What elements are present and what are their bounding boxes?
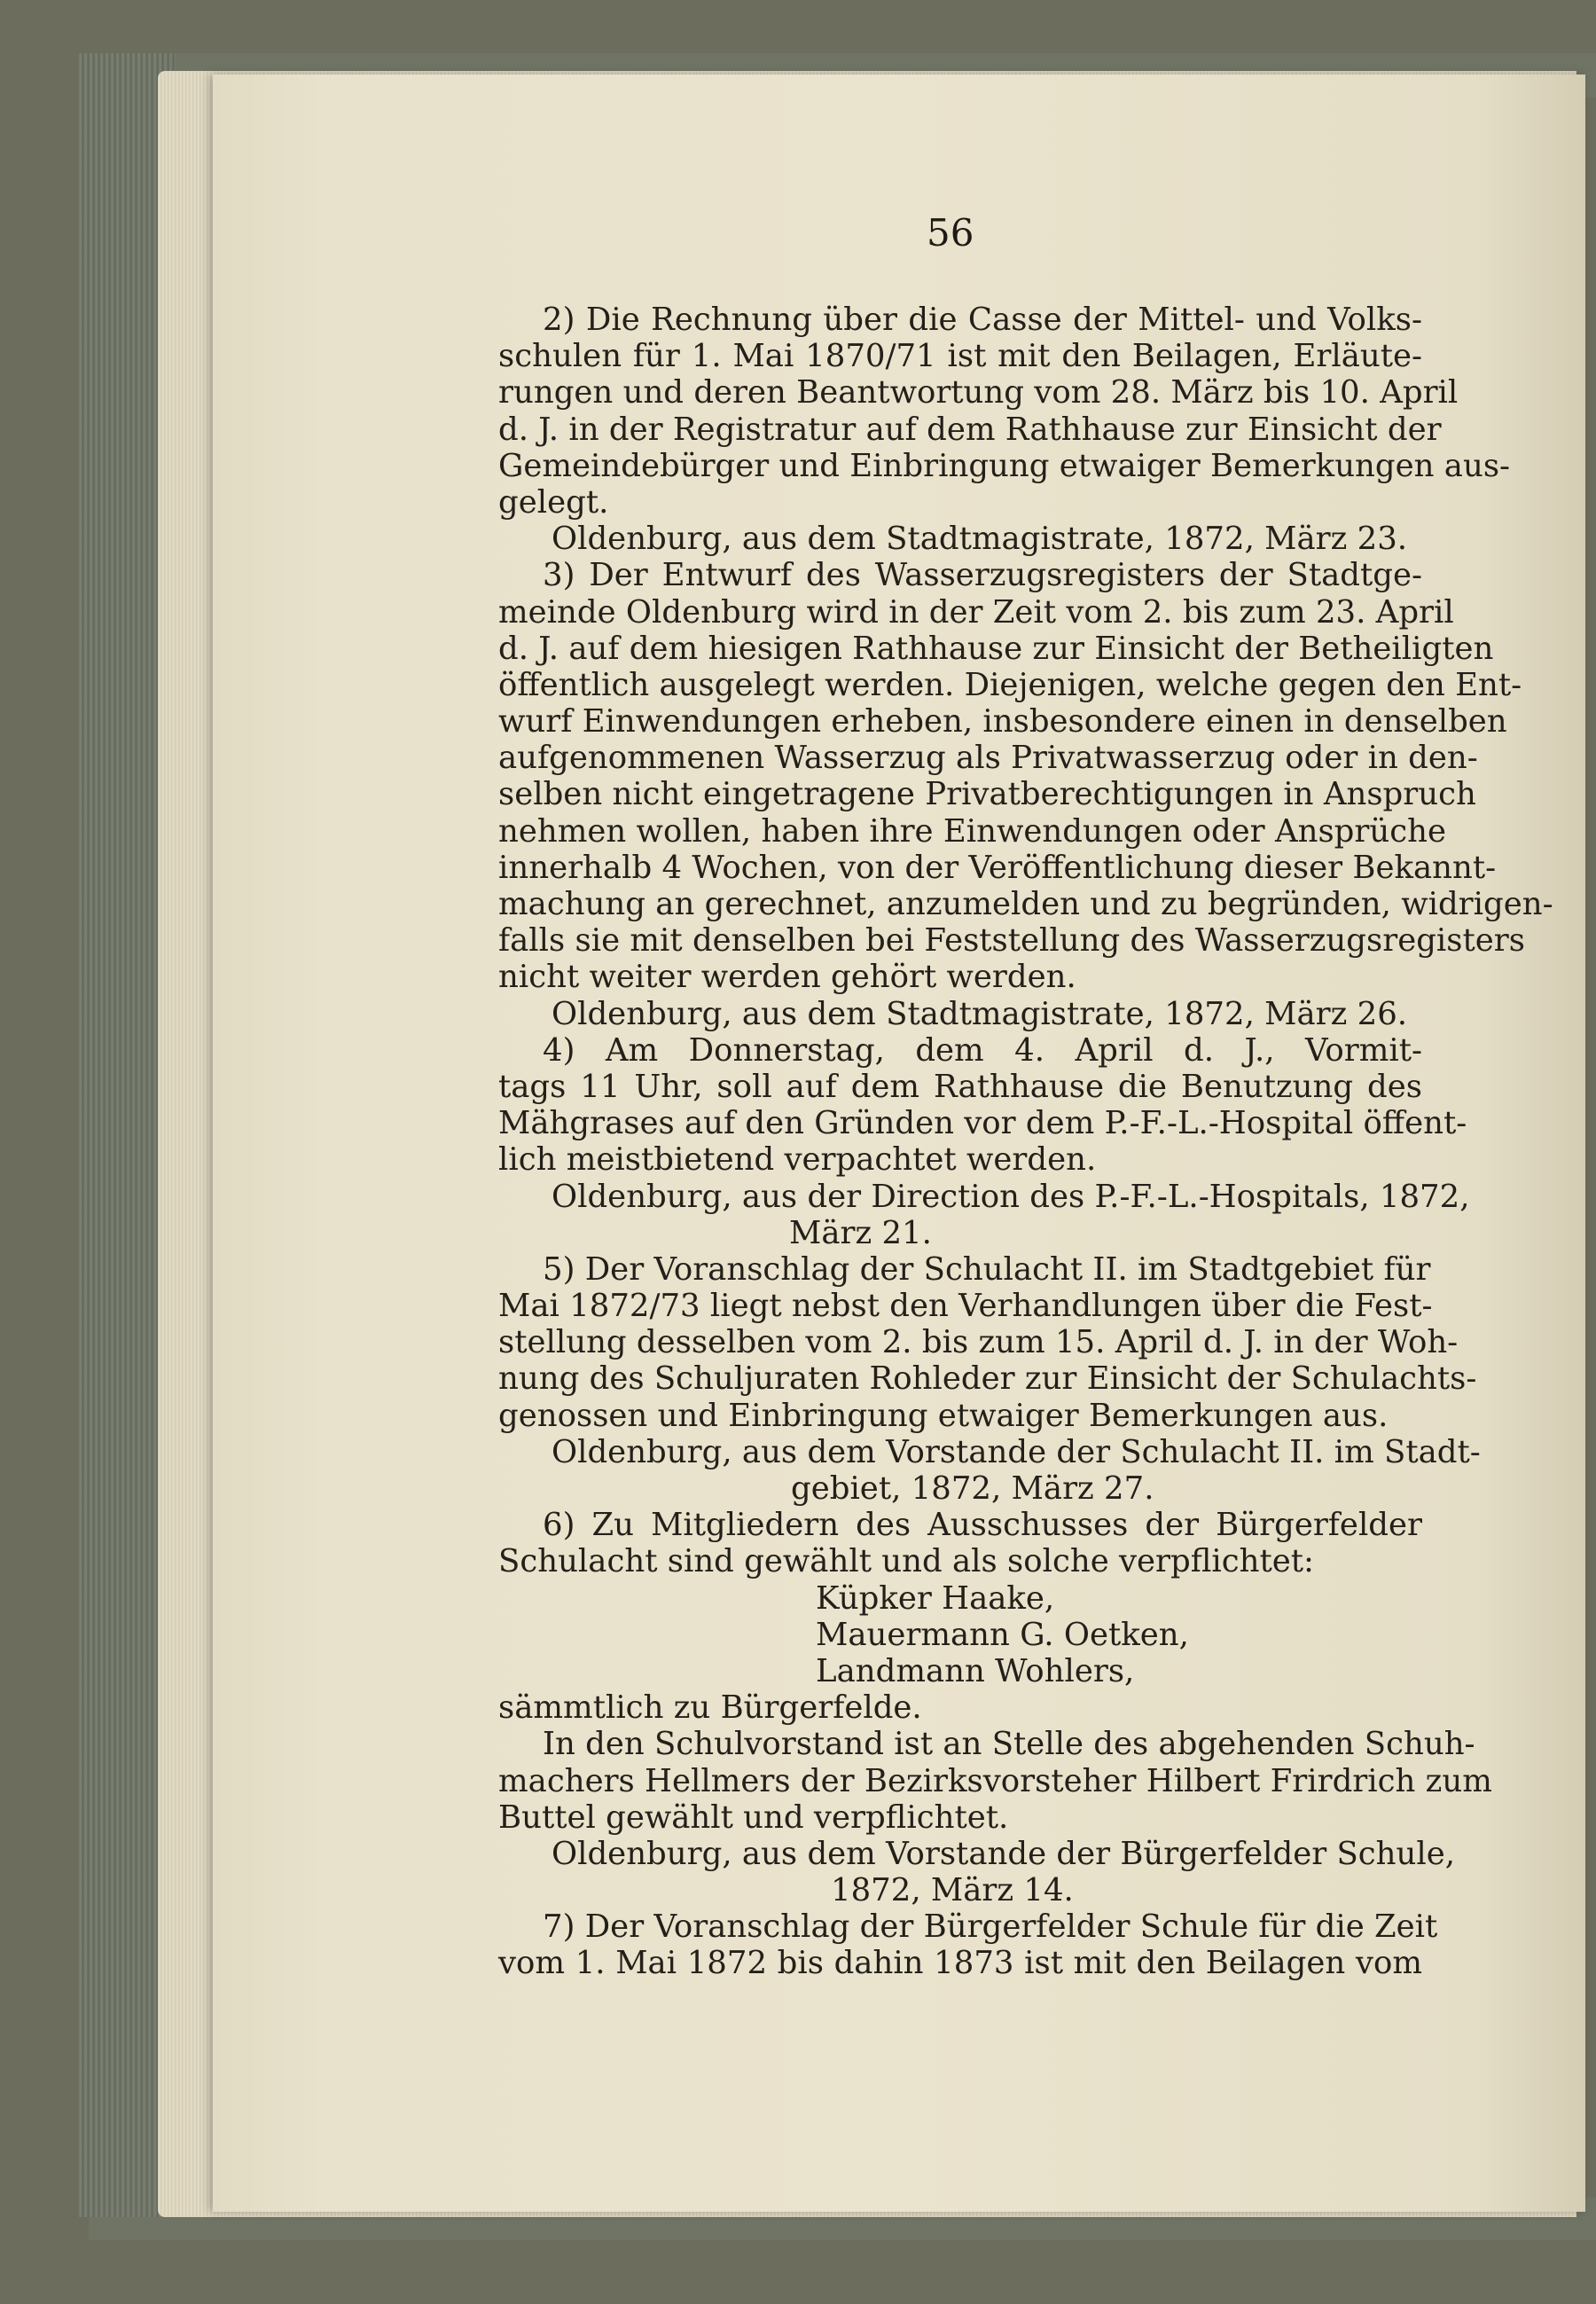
text-line: 3) Der Entwurf des Wasserzugsregisters der Stadtge- bbox=[543, 557, 1422, 594]
text-line: Mauermann G. Oetken, bbox=[816, 1616, 1189, 1653]
text-line: nicht weiter werden gehört werden. bbox=[498, 959, 1076, 996]
text-line: 6) Zu Mitgliedern des Ausschusses der Bürgerfelder bbox=[543, 1507, 1422, 1544]
text-line: sämmtlich zu Bürgerfelde. bbox=[498, 1689, 922, 1727]
text-line: 5) Der Voranschlag der Schulacht II. im Stadtgebiet für bbox=[543, 1250, 1431, 1288]
text-line: März 21. bbox=[789, 1214, 932, 1251]
text-line: vom 1. Mai 1872 bis dahin 1873 ist mit den Beilagen vom bbox=[498, 1945, 1422, 1982]
text-line: Oldenburg, aus dem Stadtmagistrate, 1872, März 23. bbox=[552, 521, 1408, 558]
text-line: Buttel gewählt und verpflichtet. bbox=[498, 1799, 1009, 1836]
text-line: Landmann Wohlers, bbox=[816, 1652, 1135, 1689]
text-line: aufgenommenen Wasserzug als Privatwasserzug oder in den- bbox=[498, 740, 1478, 777]
text-line: Oldenburg, aus dem Stadtmagistrate, 1872, März 26. bbox=[552, 995, 1408, 1032]
text-line: genossen und Einbringung etwaiger Bemerkungen aus. bbox=[498, 1397, 1389, 1434]
text-line: stellung desselben vom 2. bis zum 15. April d. J. in der Woh- bbox=[498, 1324, 1459, 1361]
text-line: 1872, März 14. bbox=[831, 1872, 1074, 1909]
text-line: selben nicht eingetragene Privatberechtigungen in Anspruch bbox=[498, 776, 1476, 813]
text-line: Oldenburg, aus dem Vorstande der Bürgerfelder Schule, bbox=[552, 1835, 1456, 1872]
text-line: innerhalb 4 Wochen, von der Veröffentlichung dieser Bekannt- bbox=[498, 849, 1497, 886]
text-line: d. J. auf dem hiesigen Rathhause zur Einsicht der Betheiligten bbox=[498, 630, 1494, 667]
text-line: 2) Die Rechnung über die Casse der Mittel- und Volks- bbox=[543, 302, 1422, 338]
text-line: Gemeindebürger und Einbringung etwaiger Bemerkungen aus- bbox=[498, 447, 1511, 484]
text-line: In den Schulvorstand ist an Stelle des abgehenden Schuh- bbox=[543, 1726, 1475, 1763]
text-line: Mai 1872/73 liegt nebst den Verhandlungen über die Fest- bbox=[498, 1288, 1433, 1325]
text-line: falls sie mit denselben bei Feststellung des Wasserzugsregisters bbox=[498, 922, 1525, 960]
text-line: Mähgrases auf den Gründen vor dem P.-F.-L.-Hospital öffent- bbox=[498, 1105, 1467, 1142]
text-line: rungen und deren Beantwortung vom 28. März bis 10. April bbox=[498, 374, 1459, 411]
page-text bbox=[498, 302, 1553, 1982]
text-line: machers Hellmers der Bezirksvorsteher Hilbert Frirdrich zum bbox=[498, 1762, 1492, 1799]
text-line: wurf Einwendungen erheben, insbesondere einen in denselben bbox=[498, 703, 1507, 741]
text-line: 4) Am Donnerstag, dem 4. April d. J., Vormit- bbox=[543, 1031, 1422, 1069]
text-line: 7) Der Voranschlag der Bürgerfelder Schule für die Zeit bbox=[543, 1908, 1438, 1946]
text-line: öffentlich ausgelegt werden. Diejenigen, welche gegen den Ent- bbox=[498, 666, 1522, 703]
text-line: tags 11 Uhr, soll auf dem Rathhause die Benutzung des bbox=[498, 1068, 1422, 1105]
text-line: Schulacht sind gewählt und als solche verpflichtet: bbox=[498, 1543, 1315, 1580]
page-number: 56 bbox=[927, 211, 974, 255]
text-line: schulen für 1. Mai 1870/71 ist mit den Beilagen, Erläute- bbox=[498, 338, 1422, 375]
text-line: Küpker Haake, bbox=[816, 1579, 1055, 1617]
text-line: nung des Schuljuraten Rohleder zur Einsicht der Schulachts- bbox=[498, 1360, 1477, 1398]
text-line: gelegt. bbox=[498, 483, 609, 521]
text-line: Oldenburg, aus der Direction des P.-F.-L.-Hospitals, 1872, bbox=[552, 1178, 1470, 1215]
text-line: d. J. in der Registratur auf dem Rathhause zur Einsicht der bbox=[498, 411, 1442, 448]
text-line: gebiet, 1872, März 27. bbox=[791, 1470, 1154, 1507]
text-line: meinde Oldenburg wird in der Zeit vom 2. bis zum 23. April bbox=[498, 593, 1454, 631]
text-line: nehmen wollen, haben ihre Einwendungen oder Ansprüche bbox=[498, 812, 1446, 850]
text-line: lich meistbietend verpachtet werden. bbox=[498, 1141, 1097, 1179]
text-line: Oldenburg, aus dem Vorstande der Schulacht II. im Stadt- bbox=[552, 1433, 1481, 1470]
text-line: machung an gerechnet, anzumelden und zu begründen, widrigen- bbox=[498, 886, 1553, 922]
